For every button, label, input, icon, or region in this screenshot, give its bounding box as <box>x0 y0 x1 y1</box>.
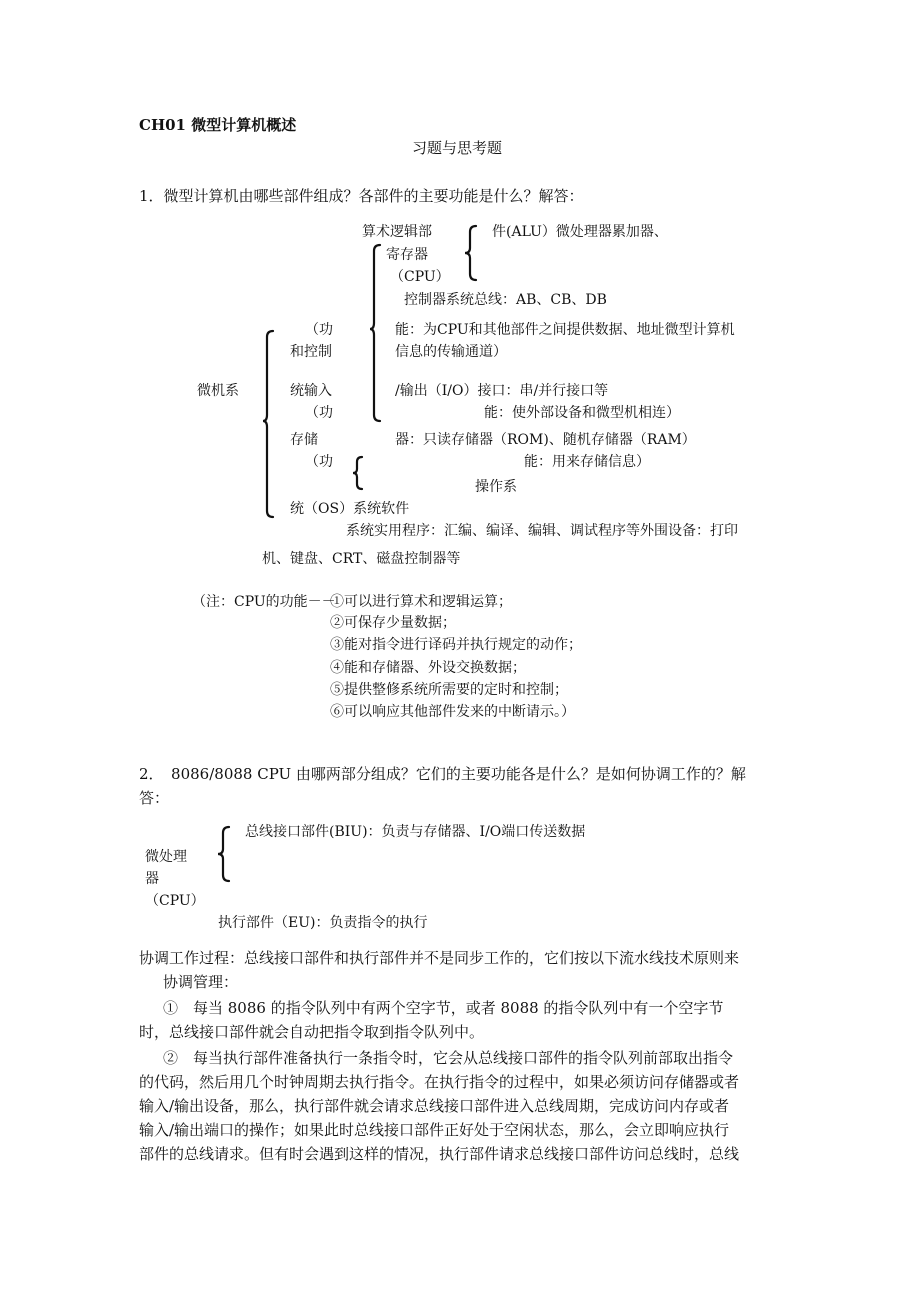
diagram-label: 器：只读存储器（ROM)、随机存储器（RAM） <box>395 432 696 448</box>
diagram-label: /输出（I/O）接口：串/并行接口等 <box>395 383 609 399</box>
diagram-label: 信息的传输通道） <box>395 344 507 360</box>
curly-brace-icon <box>261 329 275 519</box>
curly-brace-icon <box>462 224 478 282</box>
note-item: ②可保存少量数据； <box>330 615 456 631</box>
paragraph-2: 部件的总线请求。但有时会遇到这样的情况，执行部件请求总线接口部件访问总线时，总线 <box>139 1145 740 1163</box>
diagram-label: 系统实用程序：汇编、编译、编辑、调试程序等外围设备：打印 <box>346 523 738 539</box>
diagram-label: 微处理 <box>145 849 187 865</box>
diagram-label: 器 <box>145 871 159 887</box>
diagram-label: 寄存器 <box>386 247 428 263</box>
diagram-label: （功 <box>305 322 333 338</box>
note-item: ⑤提供整修系统所需要的定时和控制； <box>330 682 568 698</box>
diagram-label: 机、键盘、CRT、磁盘控制器等 <box>262 551 461 567</box>
note-item: ①可以进行算术和逻辑运算； <box>330 594 512 610</box>
paragraph-2: 的代码，然后用几个时钟周期去执行指令。在执行指令的过程中，如果必须访问存储器或者 <box>139 1073 740 1091</box>
diagram-label: 能：用来存储信息） <box>524 454 650 470</box>
diagram-label: 和控制 <box>290 344 332 360</box>
diagram-label: 总线接口部件(BIU)：负责与存储器、I/O端口传送数据 <box>245 824 586 840</box>
diagram-label: 算术逻辑部 <box>362 224 432 240</box>
chapter-title: CH01 微型计算机概述 <box>139 116 297 134</box>
diagram-label: 统（OS）系统软件 <box>290 501 410 517</box>
diagram-label: （CPU） <box>145 893 205 909</box>
paragraph-1: 时，总线接口部件就会自动把指令取到指令队列中。 <box>139 1023 485 1041</box>
diagram-label: （功 <box>305 454 333 470</box>
note-item: ③能对指令进行译码并执行规定的动作； <box>330 637 582 653</box>
question-2-continued: 答： <box>139 789 170 807</box>
diagram-label: 控制器系统总线：AB、CB、DB <box>404 292 607 308</box>
coordination-text: 协调工作过程：总线接口部件和执行部件并不是同步工作的，它们按以下流水线技术原则来 <box>139 949 740 967</box>
diagram-label: （CPU） <box>390 269 450 285</box>
coordination-text: 协调管理： <box>163 973 239 991</box>
note-lead: （注：CPU的功能－－ <box>192 594 336 610</box>
curly-brace-icon <box>368 243 382 423</box>
paragraph-2: 输入/输出设备，那么，执行部件就会请求总线接口部件进入总线周期，完成访问内存或者 <box>139 1097 730 1115</box>
paragraph-2: 输入/输出端口的操作；如果此时总线接口部件正好处于空闲状态，那么，会立即响应执行 <box>139 1121 730 1139</box>
note-item: ⑥可以响应其他部件发来的中断请示。） <box>330 704 575 720</box>
diagram-label: 微机系 <box>197 383 239 399</box>
diagram-label: （功 <box>305 405 333 421</box>
question-2: 2． 8086/8088 CPU 由哪两部分组成？它们的主要功能各是什么？是如何协调工作的？解 <box>139 765 746 783</box>
diagram-label: 统输入 <box>290 383 332 399</box>
paragraph-2: ② 每当执行部件准备执行一条指令时，它会从总线接口部件的指令队列前部取出指令 <box>163 1049 734 1067</box>
exercise-subtitle: 习题与思考题 <box>412 139 503 157</box>
diagram-label: 存储 <box>290 432 318 448</box>
diagram-label: 操作系 <box>475 479 517 495</box>
note-item: ④能和存储器、外设交换数据； <box>330 660 526 676</box>
diagram-label: 能：为CPU和其他部件之间提供数据、地址微型计算机 <box>395 322 735 338</box>
diagram-label: 能：使外部设备和微型机相连） <box>484 405 680 421</box>
paragraph-1: ① 每当 8086 的指令队列中有两个空字节，或者 8088 的指令队列中有一个空字节 <box>163 999 724 1017</box>
question-1: 1．微型计算机由哪些部件组成？各部件的主要功能是什么？解答： <box>139 187 584 205</box>
diagram-label: 执行部件（EU)：负责指令的执行 <box>218 915 428 931</box>
curly-brace-icon <box>215 825 231 883</box>
curly-brace-icon <box>350 455 364 491</box>
diagram-label: 件(ALU）微处理器累加器、 <box>492 224 668 240</box>
